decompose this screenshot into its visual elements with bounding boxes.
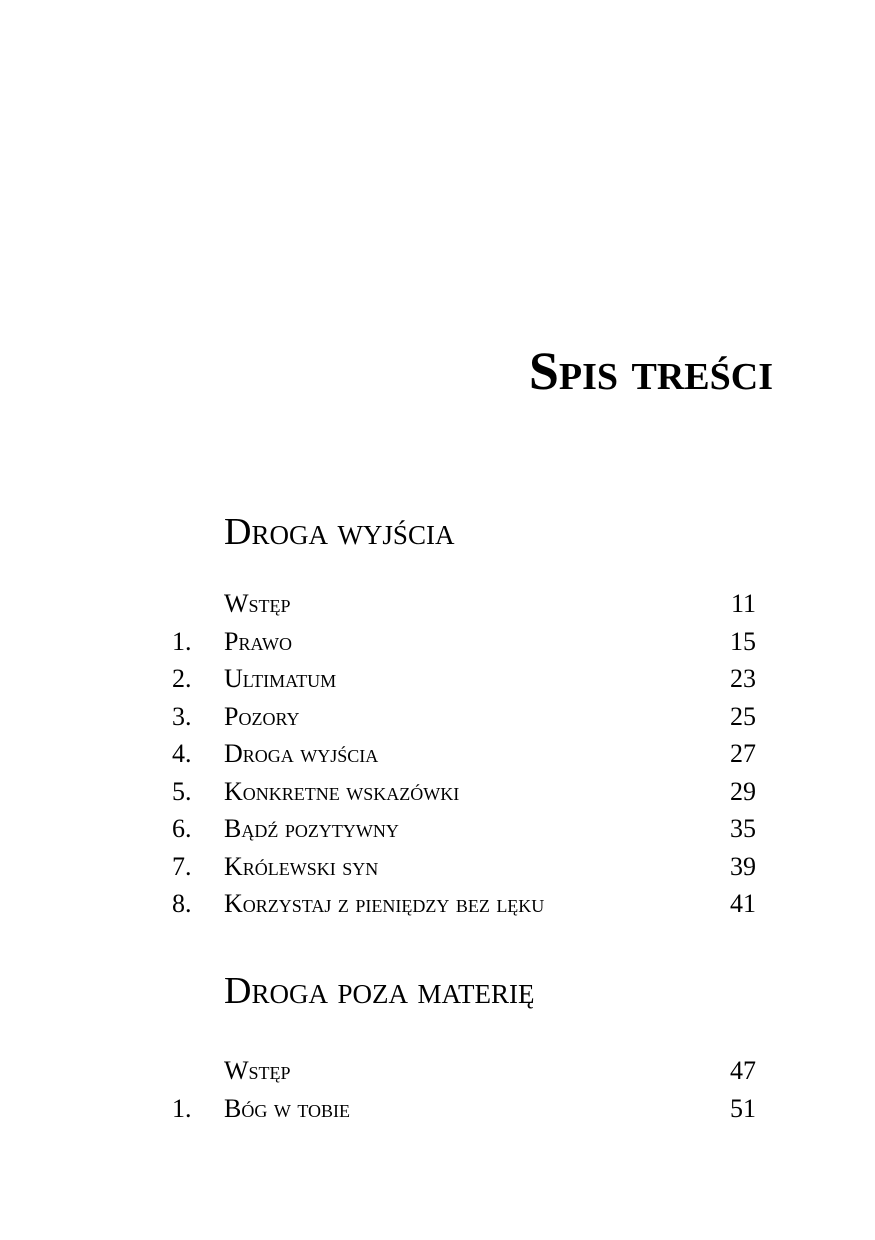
toc-list-droga-wyjscia [0,585,875,923]
toc-entry[interactable] [0,773,875,811]
toc-entry[interactable] [0,810,875,848]
toc-entry-number: 8. [172,889,192,918]
toc-entry-label: Korzystaj z pieniędzy bez lęku [224,889,545,918]
toc-entry-label: Bóg w tobie [224,1093,350,1123]
toc-entry-label: Droga wyjścia [224,739,379,768]
toc-entry-number: 3. [172,701,192,731]
toc-entry-label: Ultimatum [224,664,337,693]
toc-entry[interactable] [0,735,875,773]
section-heading-droga-poza-materie: Droga poza materię [224,970,535,1012]
toc-entry-label: Prawo [224,626,293,656]
toc-entry-label: Konkretne wskazówki [224,776,460,806]
toc-entry-page: 39 [730,851,756,881]
toc-entry[interactable] [0,585,875,623]
toc-entry-number: 2. [172,664,192,693]
toc-entry-label: Pozory [224,701,300,731]
toc-entry-number: 6. [172,814,192,843]
toc-entry[interactable] [0,623,875,661]
section-heading-droga-wyjscia: Droga wyjścia [224,511,455,553]
toc-entry[interactable] [0,885,875,923]
toc-entry[interactable] [0,660,875,698]
toc-entry[interactable] [0,1090,875,1128]
toc-entry-label: Wstęp [224,589,291,618]
toc-entry-page: 27 [730,739,756,768]
toc-entry[interactable] [0,848,875,886]
toc-entry-page: 35 [730,814,756,843]
toc-entry[interactable] [0,1052,875,1090]
toc-entry-number: 5. [172,776,192,806]
toc-entry-page: 47 [730,1056,756,1085]
toc-entry-page: 51 [730,1093,756,1123]
toc-entry-number: 1. [172,626,192,656]
toc-entry-label: Królewski syn [224,851,379,881]
toc-entry-page: 25 [730,701,756,731]
toc-entry-label: Bądź pozytywny [224,814,399,843]
toc-entry-number: 1. [172,1093,192,1123]
toc-entry-page: 23 [730,664,756,693]
toc-entry-label: Wstęp [224,1056,291,1085]
toc-entry-number: 7. [172,851,192,881]
toc-entry-page: 15 [730,626,756,656]
toc-entry-page: 41 [730,889,756,918]
toc-entry-number: 4. [172,739,192,768]
toc-entry-page: 11 [730,589,756,618]
toc-list-droga-poza-materie [0,1052,875,1127]
toc-entry-page: 29 [730,776,756,806]
toc-entry[interactable] [0,698,875,736]
page-title: Spis treści [528,341,773,402]
